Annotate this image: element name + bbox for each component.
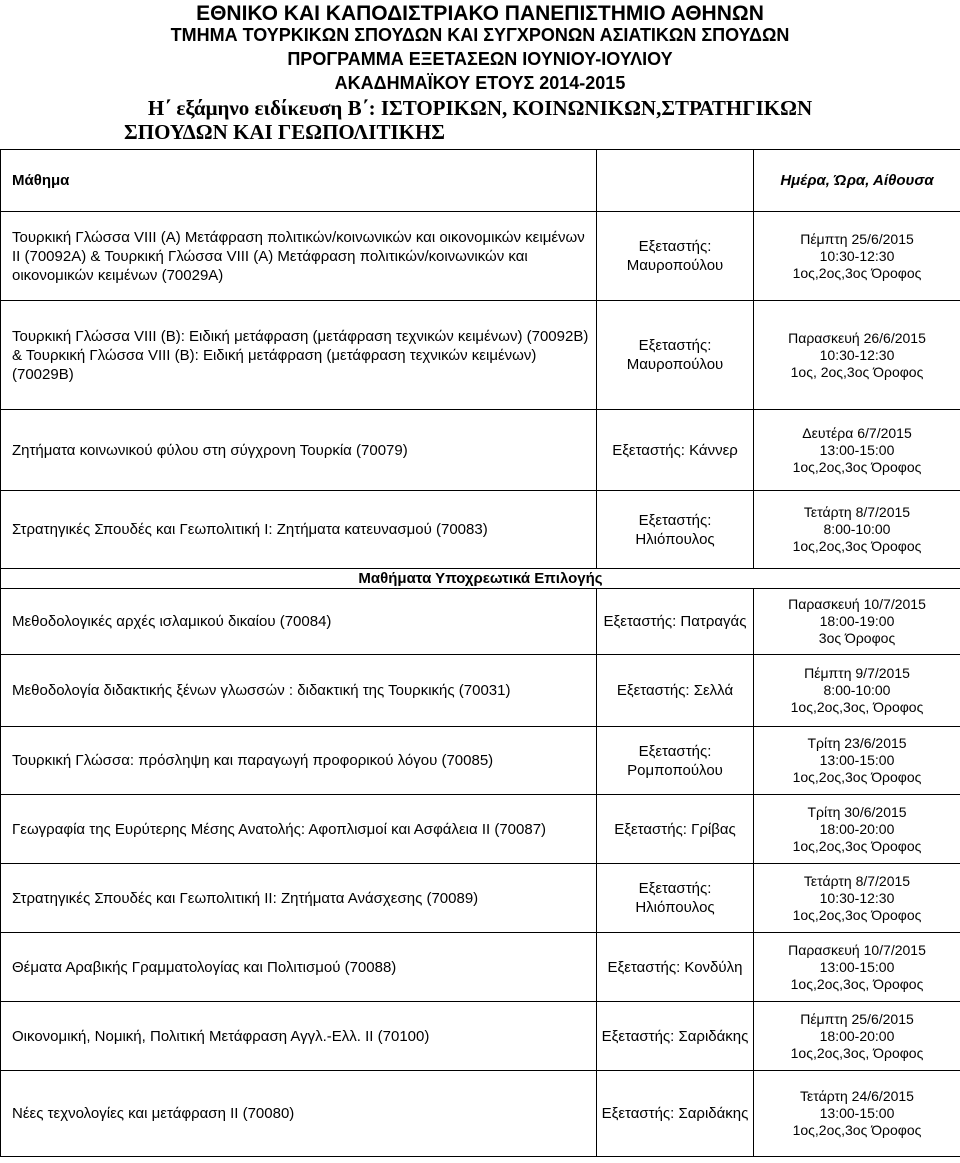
- table-row: [1, 933, 960, 1002]
- table-row: [1, 589, 960, 655]
- examiner-cell: Εξεταστής: Πατραγάς: [597, 589, 754, 655]
- exam-time: 10:30-12:30: [819, 247, 895, 264]
- exam-time: 10:30-12:30: [819, 346, 895, 363]
- exam-day: Πέμπτη 25/6/2015: [800, 1010, 914, 1027]
- exam-floor: 1ος,2ος,3ος, Όροφος: [790, 975, 924, 992]
- table-row: [1, 212, 960, 301]
- schedule-cell: [754, 1002, 960, 1071]
- examiner-cell: Εξεταστής: Ηλιόπουλος: [597, 491, 754, 569]
- table-row: [1, 727, 960, 795]
- exam-time: 18:00-20:00: [819, 1027, 895, 1044]
- exam-time: 13:00-15:00: [819, 441, 895, 458]
- exam-floor: 1ος, 2ος,3ος Όροφος: [790, 363, 924, 380]
- exam-time: 18:00-20:00: [819, 820, 895, 837]
- course-cell: Τουρκική Γλώσσα: πρόσληψη και παραγωγή προφορικού λόγου (70085): [1, 727, 597, 795]
- examiner-column-header: [597, 150, 754, 212]
- table-row: [1, 1002, 960, 1071]
- exam-time: 13:00-15:00: [819, 958, 895, 975]
- course-cell: Θέματα Αραβικής Γραμματολογίας και Πολιτισμού (70088): [1, 933, 597, 1002]
- semester-line-1: Η΄ εξάμηνο ειδίκευση Β΄: ΙΣΤΟΡΙΚΩΝ, ΚΟΙΝΩΝΙΚΩΝ,ΣΤΡΑΤΗΓΙΚΩΝ: [147, 96, 813, 120]
- schedule-cell: [754, 655, 960, 727]
- exam-table: [0, 149, 960, 1157]
- table-row: [1, 301, 960, 410]
- course-cell: Μεθοδολογικές αρχές ισλαμικού δικαίου (70084): [1, 589, 597, 655]
- schedule-cell: [754, 301, 960, 410]
- exam-floor: 1ος,2ος,3ος Όροφος: [792, 264, 922, 281]
- table-header-row: [1, 150, 960, 212]
- exam-time: 13:00-15:00: [819, 752, 895, 768]
- exam-floor: 1ος,2ος,3ος Όροφος: [792, 1122, 922, 1138]
- semester-line-2: ΣΠΟΥΔΩΝ ΚΑΙ ΓΕΩΠΟΛΙΤΙΚΗΣ: [124, 120, 446, 144]
- examiner-cell: Εξεταστής: Σαριδάκης: [597, 1002, 754, 1071]
- course-cell: Ζητήματα κοινωνικού φύλου στη σύγχρονη Τουρκία (70079): [1, 410, 597, 491]
- course-cell: Οικονομική, Νομική, Πολιτική Μετάφραση Αγγλ.-Ελλ. ΙΙ (70100): [1, 1002, 597, 1071]
- exam-time: 10:30-12:30: [819, 889, 895, 906]
- exam-floor: 3ος Όροφος: [818, 630, 896, 646]
- table-row: [1, 410, 960, 491]
- exam-day: Πέμπτη 25/6/2015: [800, 230, 914, 247]
- exam-day: Τετάρτη 8/7/2015: [803, 504, 911, 520]
- exam-floor: 1ος,2ος,3ος, Όροφος: [790, 1044, 924, 1061]
- schedule-cell: [754, 727, 960, 795]
- exam-time: 13:00-15:00: [819, 1105, 895, 1121]
- section-row: [1, 569, 960, 589]
- exam-day: Τετάρτη 24/6/2015: [800, 1088, 914, 1104]
- exam-floor: 1ος,2ος,3ος Όροφος: [792, 538, 922, 554]
- table-row: [1, 655, 960, 727]
- examiner-cell: Εξεταστής: Ηλιόπουλος: [597, 864, 754, 933]
- exam-day: Τρίτη 23/6/2015: [807, 735, 907, 751]
- exam-day: Παρασκευή 10/7/2015: [788, 596, 926, 612]
- schedule-column-header: Ημέρα, Ώρα, Αίθουσα: [754, 150, 960, 212]
- course-cell: Τουρκική Γλώσσα VIII (Β): Ειδική μετάφραση (μετάφραση τεχνικών κειμένων) (70092Β) & Τουρκική Γλώσσα VIII (Β): Ειδική μετάφραση (μετάφραση τεχνικών κειμένων) (70029Β): [1, 301, 597, 410]
- exam-time: 18:00-19:00: [819, 613, 895, 629]
- schedule-cell: [754, 212, 960, 301]
- examiner-cell: Εξεταστής: Ρομποπούλου: [597, 727, 754, 795]
- examiner-cell: Εξεταστής: Μαυροπούλου: [597, 301, 754, 410]
- schedule-cell: [754, 933, 960, 1002]
- schedule-cell: [754, 864, 960, 933]
- examiner-cell: Εξεταστής: Μαυροπούλου: [597, 212, 754, 301]
- exam-day: Δευτέρα 6/7/2015: [802, 424, 912, 441]
- exam-floor: 1ος,2ος,3ος Όροφος: [792, 837, 922, 854]
- schedule-cell: [754, 491, 960, 569]
- university-title: ΕΘΝΙΚΟ ΚΑΙ ΚΑΠΟΔΙΣΤΡΙΑΚΟ ΠΑΝΕΠΙΣΤΗΜΙΟ ΑΘΗΝΩΝ: [196, 2, 764, 25]
- exam-day: Πέμπτη 9/7/2015: [804, 665, 910, 681]
- schedule-cell: [754, 1071, 960, 1157]
- course-cell: Τουρκική Γλώσσα VIII (Α) Μετάφραση πολιτικών/κοινωνικών και οικονομικών κειμένων II (70092Α) & Τουρκική Γλώσσα VIII (Α) Μετάφραση πολιτικών/κοινωνικών και οικονομικών κειμένων (70029Α): [1, 212, 597, 301]
- course-cell: Στρατηγικές Σπουδές και Γεωπολιτική Ι: Ζητήματα κατευνασμού (70083): [1, 491, 597, 569]
- exam-day: Παρασκευή 10/7/2015: [788, 941, 926, 958]
- table-row: [1, 864, 960, 933]
- exam-day: Παρασκευή 26/6/2015: [788, 329, 926, 346]
- exam-floor: 1ος,2ος,3ος Όροφος: [792, 906, 922, 923]
- exam-floor: 1ος,2ος,3ος Όροφος: [792, 769, 922, 785]
- course-cell: Γεωγραφία της Ευρύτερης Μέσης Ανατολής: Αφοπλισμοί και Ασφάλεια ΙΙ (70087): [1, 795, 597, 864]
- section-title: Μαθήματα Υποχρεωτικά Επιλογής: [1, 569, 960, 589]
- course-column-header: Μάθημα: [1, 150, 597, 212]
- exam-day: Τετάρτη 8/7/2015: [803, 872, 911, 889]
- exam-time: 8:00-10:00: [823, 682, 891, 698]
- examiner-cell: Εξεταστής: Κονδύλη: [597, 933, 754, 1002]
- department-title: ΤΜΗΜΑ ΤΟΥΡΚΙΚΩΝ ΣΠΟΥΔΩΝ ΚΑΙ ΣΥΓΧΡΟΝΩΝ ΑΣΙΑΤΙΚΩΝ ΣΠΟΥΔΩΝ: [170, 25, 790, 45]
- examiner-cell: Εξεταστής: Σαριδάκης: [597, 1071, 754, 1157]
- examiner-cell: Εξεταστής: Γρίβας: [597, 795, 754, 864]
- academic-year: ΑΚΑΔΗΜΑΪΚΟΥ ΕΤΟΥΣ 2014-2015: [334, 73, 626, 93]
- examiner-cell: Εξεταστής: Κάννερ: [597, 410, 754, 491]
- schedule-cell: [754, 795, 960, 864]
- exam-time: 8:00-10:00: [823, 521, 891, 537]
- course-cell: Μεθοδολογία διδακτικής ξένων γλωσσών : διδακτική της Τουρκικής (70031): [1, 655, 597, 727]
- table-row: [1, 1071, 960, 1157]
- schedule-cell: [754, 410, 960, 491]
- schedule-cell: [754, 589, 960, 655]
- examiner-cell: Εξεταστής: Σελλά: [597, 655, 754, 727]
- table-row: [1, 795, 960, 864]
- exam-floor: 1ος,2ος,3ος, Όροφος: [790, 699, 924, 715]
- course-cell: Στρατηγικές Σπουδές και Γεωπολιτική ΙΙ: Ζητήματα Ανάσχεσης (70089): [1, 864, 597, 933]
- course-cell: Νέες τεχνολογίες και μετάφραση ΙΙ (70080): [1, 1071, 597, 1157]
- table-row: [1, 491, 960, 569]
- exam-floor: 1ος,2ος,3ος Όροφος: [792, 458, 922, 475]
- exam-day: Τρίτη 30/6/2015: [807, 803, 907, 820]
- program-title: ΠΡΟΓΡΑΜΜΑ ΕΞΕΤΑΣΕΩΝ ΙΟΥΝΙΟΥ-ΙΟΥΛΙΟΥ: [287, 49, 673, 69]
